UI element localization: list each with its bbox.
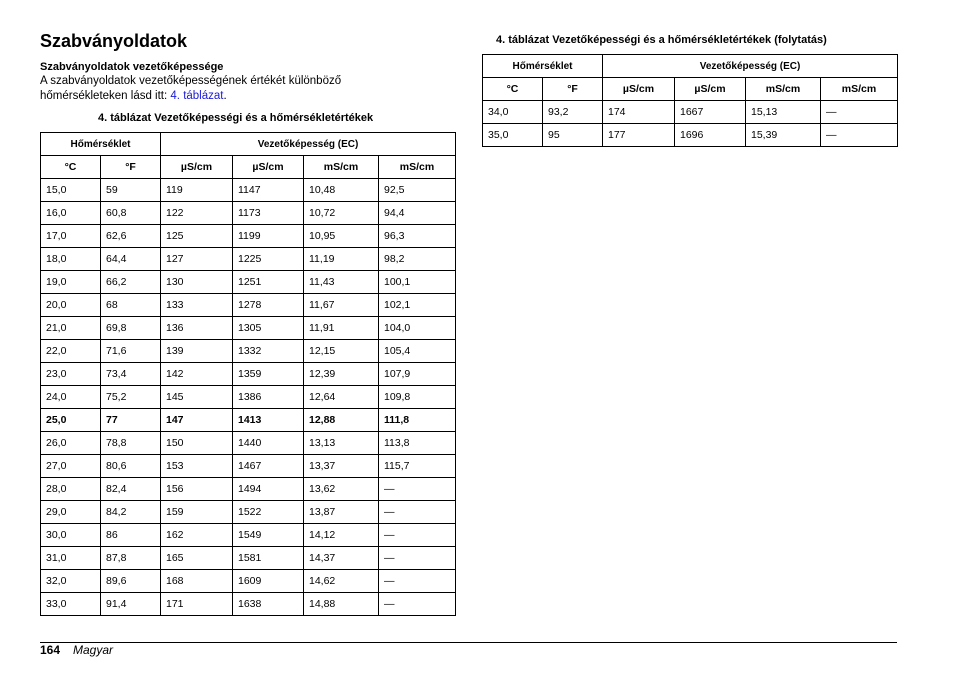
table-caption-continued: 4. táblázat Vezetőképességi és a hőmérsékletértékek (folytatás)	[496, 34, 827, 46]
table-cell: 13,87	[304, 501, 379, 524]
table-cell: 100,1	[379, 271, 456, 294]
table-cell: 174	[603, 101, 675, 124]
table-cell: 87,8	[101, 547, 161, 570]
table-cell: 1638	[233, 593, 304, 616]
conductivity-table-continued	[482, 54, 898, 147]
table-cell: 159	[161, 501, 233, 524]
table-cell: 1305	[233, 317, 304, 340]
table-cell: 96,3	[379, 225, 456, 248]
table-row	[483, 101, 898, 124]
table-cell: 95	[543, 124, 603, 147]
table-cell: 28,0	[41, 478, 101, 501]
table-cell: 19,0	[41, 271, 101, 294]
table-cell: 171	[161, 593, 233, 616]
table-cell: 14,62	[304, 570, 379, 593]
table-cell: 130	[161, 271, 233, 294]
table-cell: 98,2	[379, 248, 456, 271]
table-cell: 66,2	[101, 271, 161, 294]
table-body	[41, 179, 456, 616]
table-cell: —	[379, 501, 456, 524]
table-cell: 78,8	[101, 432, 161, 455]
table-cell: 162	[161, 524, 233, 547]
table-cell: 91,4	[101, 593, 161, 616]
unit-header: µS/cm	[675, 78, 746, 101]
table-cell: 64,4	[101, 248, 161, 271]
table-cell: —	[821, 124, 898, 147]
table-caption: 4. táblázat Vezetőképességi és a hőmérsékletértékek	[98, 112, 374, 124]
header-temperature: Hőmérséklet	[41, 133, 161, 156]
table-cell: 104,0	[379, 317, 456, 340]
table-cell: 1667	[675, 101, 746, 124]
table-row	[41, 317, 456, 340]
table-cell: —	[379, 547, 456, 570]
table-body	[483, 101, 898, 147]
section-heading: Szabványoldatok vezetőképessége	[40, 61, 224, 73]
table-cell: 1332	[233, 340, 304, 363]
table-row	[41, 432, 456, 455]
table-cell: —	[379, 593, 456, 616]
table-cell: 1696	[675, 124, 746, 147]
unit-header: mS/cm	[746, 78, 821, 101]
table-cell: 1199	[233, 225, 304, 248]
body-text-intro: A szabványoldatok vezetőképességének értékét különböző hőmérsékleteken lásd itt:	[40, 75, 342, 102]
table-cell: 69,8	[101, 317, 161, 340]
table-cell: 1225	[233, 248, 304, 271]
table-cell: 26,0	[41, 432, 101, 455]
table-cell: 168	[161, 570, 233, 593]
table-cell: 22,0	[41, 340, 101, 363]
table-cell: 14,12	[304, 524, 379, 547]
table-row	[41, 248, 456, 271]
header-conductivity: Vezetőképesség (EC)	[603, 55, 898, 78]
table-cell: 23,0	[41, 363, 101, 386]
table-cell: 62,6	[101, 225, 161, 248]
table-cell: 1440	[233, 432, 304, 455]
table-cell: 107,9	[379, 363, 456, 386]
table-cell: 82,4	[101, 478, 161, 501]
table-cell: —	[821, 101, 898, 124]
table-cell: 16,0	[41, 202, 101, 225]
table-row	[41, 363, 456, 386]
table-cell: 102,1	[379, 294, 456, 317]
unit-header-row	[41, 156, 456, 179]
unit-header-row	[483, 78, 898, 101]
unit-header: µS/cm	[603, 78, 675, 101]
footer-language: Magyar	[73, 643, 114, 657]
table-cell: 75,2	[101, 386, 161, 409]
unit-header: µS/cm	[161, 156, 233, 179]
table-cell: 13,37	[304, 455, 379, 478]
table-cell: 32,0	[41, 570, 101, 593]
section-body-text	[40, 74, 420, 104]
footer-divider	[40, 642, 897, 643]
table-cell: 1147	[233, 179, 304, 202]
table-cell: 1413	[233, 409, 304, 432]
table-cell: 1386	[233, 386, 304, 409]
table-row	[41, 386, 456, 409]
table-cell: 10,72	[304, 202, 379, 225]
table-cell: 11,43	[304, 271, 379, 294]
table-cell: 153	[161, 455, 233, 478]
table-cell: 21,0	[41, 317, 101, 340]
table-cell: 31,0	[41, 547, 101, 570]
table-cell: 94,4	[379, 202, 456, 225]
table-cell: 11,67	[304, 294, 379, 317]
table-row	[483, 124, 898, 147]
table-row	[41, 340, 456, 363]
table-cell: 13,13	[304, 432, 379, 455]
table-cell: 17,0	[41, 225, 101, 248]
table-row	[41, 524, 456, 547]
unit-header: °C	[41, 156, 101, 179]
table-cell: 14,37	[304, 547, 379, 570]
table-cell: 73,4	[101, 363, 161, 386]
conductivity-table	[40, 132, 456, 616]
table-cell: 12,15	[304, 340, 379, 363]
table-cell: —	[379, 570, 456, 593]
table-row	[41, 593, 456, 616]
table-cell: 105,4	[379, 340, 456, 363]
table-cell: 12,64	[304, 386, 379, 409]
unit-header: °C	[483, 78, 543, 101]
table-reference-link[interactable]: 4. táblázat	[170, 90, 224, 102]
table-cell: 15,0	[41, 179, 101, 202]
table-cell: 89,6	[101, 570, 161, 593]
table-cell: 1494	[233, 478, 304, 501]
table-cell: 1549	[233, 524, 304, 547]
table-row	[41, 455, 456, 478]
table-row	[41, 501, 456, 524]
table-cell: 1609	[233, 570, 304, 593]
table-cell: 84,2	[101, 501, 161, 524]
table-cell: 1522	[233, 501, 304, 524]
unit-header: °F	[101, 156, 161, 179]
table-row	[41, 179, 456, 202]
table-cell: 93,2	[543, 101, 603, 124]
unit-header: mS/cm	[304, 156, 379, 179]
header-temperature: Hőmérséklet	[483, 55, 603, 78]
table-cell: 59	[101, 179, 161, 202]
table-cell: 33,0	[41, 593, 101, 616]
table-cell: 11,91	[304, 317, 379, 340]
table-cell: —	[379, 478, 456, 501]
table-cell: 111,8	[379, 409, 456, 432]
table-cell: 34,0	[483, 101, 543, 124]
table-cell: 109,8	[379, 386, 456, 409]
table-cell: 71,6	[101, 340, 161, 363]
table-cell: 12,39	[304, 363, 379, 386]
table-cell: —	[379, 524, 456, 547]
table-cell: 156	[161, 478, 233, 501]
table-cell: 147	[161, 409, 233, 432]
table-cell: 150	[161, 432, 233, 455]
table-row	[41, 202, 456, 225]
table-cell: 136	[161, 317, 233, 340]
table-cell: 133	[161, 294, 233, 317]
page-title: Szabványoldatok	[40, 31, 188, 51]
table-cell: 1467	[233, 455, 304, 478]
table-cell: 10,48	[304, 179, 379, 202]
table-cell: 1251	[233, 271, 304, 294]
table-cell: 20,0	[41, 294, 101, 317]
table-cell: 60,8	[101, 202, 161, 225]
table-cell: 127	[161, 248, 233, 271]
table-cell: 11,19	[304, 248, 379, 271]
table-cell: 122	[161, 202, 233, 225]
table-cell: 30,0	[41, 524, 101, 547]
table-cell: 119	[161, 179, 233, 202]
table-cell: 68	[101, 294, 161, 317]
table-cell: 15,39	[746, 124, 821, 147]
table-cell: 115,7	[379, 455, 456, 478]
table-cell: 125	[161, 225, 233, 248]
table-cell: 35,0	[483, 124, 543, 147]
unit-header: °F	[543, 78, 603, 101]
table-cell: 86	[101, 524, 161, 547]
unit-header: mS/cm	[821, 78, 898, 101]
table-cell: 15,13	[746, 101, 821, 124]
table-cell: 80,6	[101, 455, 161, 478]
table-cell: 27,0	[41, 455, 101, 478]
unit-header: mS/cm	[379, 156, 456, 179]
table-cell: 10,95	[304, 225, 379, 248]
table-cell: 145	[161, 386, 233, 409]
table-row	[41, 570, 456, 593]
table-cell: 1278	[233, 294, 304, 317]
table-row	[41, 271, 456, 294]
table-cell: 113,8	[379, 432, 456, 455]
table-row	[41, 409, 456, 432]
table-cell: 25,0	[41, 409, 101, 432]
table-cell: 1359	[233, 363, 304, 386]
table-cell: 165	[161, 547, 233, 570]
table-row	[41, 547, 456, 570]
table-cell: 29,0	[41, 501, 101, 524]
table-row	[41, 225, 456, 248]
table-cell: 13,62	[304, 478, 379, 501]
table-cell: 12,88	[304, 409, 379, 432]
table-cell: 18,0	[41, 248, 101, 271]
table-cell: 1173	[233, 202, 304, 225]
unit-header: µS/cm	[233, 156, 304, 179]
table-cell: 92,5	[379, 179, 456, 202]
table-cell: 142	[161, 363, 233, 386]
page-number: 164	[40, 643, 61, 657]
table-cell: 1581	[233, 547, 304, 570]
body-text-end: .	[223, 90, 227, 102]
table-cell: 177	[603, 124, 675, 147]
table-cell: 14,88	[304, 593, 379, 616]
table-row	[41, 294, 456, 317]
table-cell: 77	[101, 409, 161, 432]
table-cell: 139	[161, 340, 233, 363]
header-conductivity: Vezetőképesség (EC)	[161, 133, 456, 156]
table-row	[41, 478, 456, 501]
table-cell: 24,0	[41, 386, 101, 409]
